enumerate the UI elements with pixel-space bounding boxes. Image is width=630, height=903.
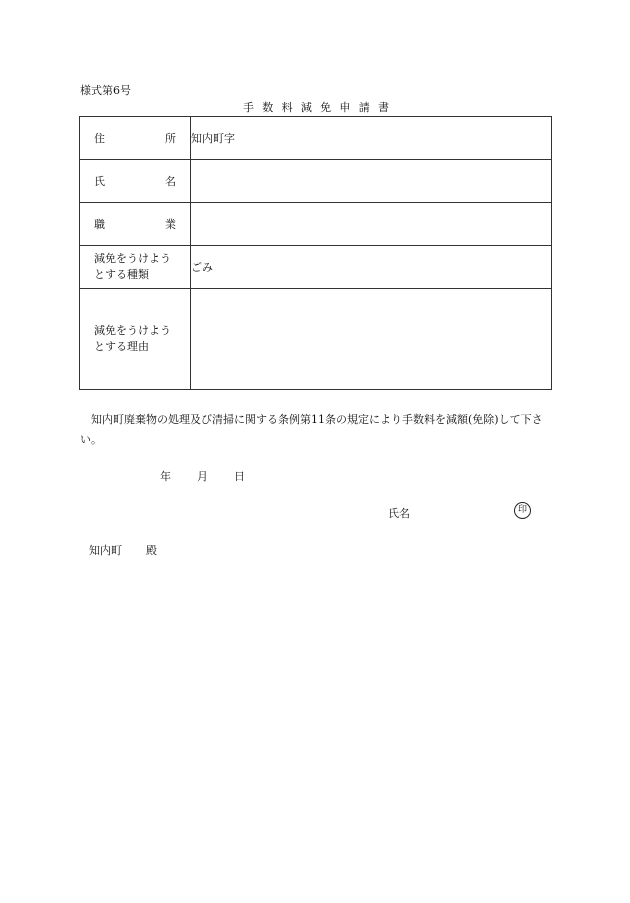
seal-mark: 印 — [514, 502, 531, 519]
occupation-row — [80, 203, 552, 246]
address-label-cell — [80, 117, 191, 160]
occupation-label-right: 業 — [165, 218, 176, 231]
form-title-char: 申 — [339, 101, 351, 114]
addressee — [89, 542, 157, 558]
exemption-kind-label-line1: 減免をうけよう — [94, 252, 171, 265]
form-title-char: 書 — [377, 101, 389, 114]
exemption-reason-label-cell — [80, 289, 191, 390]
year-label: 年 — [160, 470, 171, 483]
address-field[interactable]: 知内町字 — [191, 117, 552, 160]
name-row — [80, 160, 552, 203]
exemption-kind-label-line2: とする種類 — [94, 268, 149, 281]
form-title-char: 免 — [320, 101, 332, 114]
name-field[interactable] — [191, 160, 552, 203]
form-title-char: 請 — [358, 101, 370, 114]
addressee-honorific: 殿 — [146, 544, 157, 557]
address-row — [80, 117, 552, 160]
addressee-town: 知内町 — [89, 544, 122, 557]
occupation-label-cell — [80, 203, 191, 246]
day-label: 日 — [234, 470, 245, 483]
address-label-right: 所 — [165, 132, 176, 145]
request-statement: 知内町廃棄物の処理及び清掃に関する条例第11条の規定により手数料を減額(免除)して下さい。 — [80, 413, 543, 446]
month-label: 月 — [197, 470, 208, 483]
exemption-reason-label-line2: とする理由 — [94, 340, 149, 353]
exemption-reason-label-line1: 減免をうけよう — [94, 324, 171, 337]
address-label-left: 住 — [94, 132, 105, 145]
form-title — [243, 99, 389, 115]
name-label-left: 氏 — [94, 175, 105, 188]
exemption-reason-field[interactable] — [191, 289, 552, 390]
form-title-char: 数 — [262, 101, 274, 114]
application-table — [79, 116, 552, 390]
date-line — [160, 468, 245, 484]
exemption-kind-field[interactable]: ごみ — [191, 246, 552, 289]
exemption-kind-label-cell — [80, 246, 191, 289]
name-label-cell — [80, 160, 191, 203]
exemption-kind-row — [80, 246, 552, 289]
applicant-name-label: 氏名 — [388, 507, 410, 520]
name-label-right: 名 — [165, 175, 176, 188]
exemption-reason-row — [80, 289, 552, 390]
occupation-field[interactable] — [191, 203, 552, 246]
occupation-label-left: 職 — [94, 218, 105, 231]
form-title-char: 減 — [300, 101, 312, 114]
form-number: 様式第6号 — [80, 84, 131, 97]
form-title-char: 料 — [281, 101, 293, 114]
form-title-char: 手 — [243, 101, 254, 114]
